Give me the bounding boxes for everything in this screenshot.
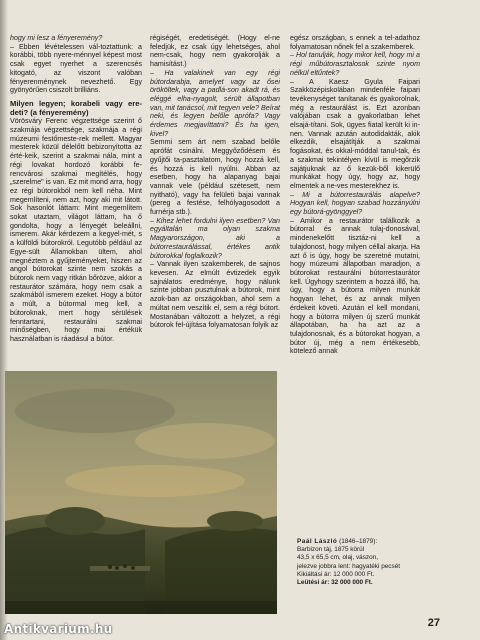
page-number: 27	[427, 617, 440, 629]
section-heading: Milyen legyen; korabeli vagy ere-deti? (a fényeremény)	[10, 98, 142, 118]
text-column-3	[290, 34, 420, 356]
painting-title: Barbizon táj, 1875 körül	[297, 546, 365, 554]
question-text: hogy mi lesz a fényeremény?	[10, 34, 103, 42]
answer-text: – A Kaesz Gyula Faipari Szakközépiskolában mindenféle faipari tevékenységet tanítanak és gyakorolnak, még a restaurálást is. Ezt azonban valójában csak a gyakorlatban lehet elsajá-títani. Sok, ügyes fiatal került ki in-nen. Vannak azután autodidakták, akik elkezdik, elsajátítják a szakmai fogásokat, és okkal-móddal tanul-tak, és a szakmai tekintélyen kívül is megőrzik sajátjuknak az ő kezük-ből kikerülő munkákat hogy úgy, hogy az, hogy elmentek a ne-ves mesterekhez is.	[290, 77, 420, 190]
painting-caption	[297, 538, 429, 587]
artist-years: (1846–1879):	[339, 538, 378, 545]
question-text: – Kihez lehet fordulni ilyen esetben? Van egyáltalán ma olyan szakma Magyarországon, aki a bútorrestaurálással, értékes antik bútorokkal foglalkozik?	[150, 216, 280, 260]
text-column-1	[10, 34, 142, 344]
body-text: régiségét, eredetiségét. (Hogy el-ne feledjük, ez csak úgy lehetséges, ahol nem-csak, hogy nem gyakorolják a hamisítást.)	[150, 34, 280, 69]
landscape-painting-image	[5, 371, 277, 614]
artist-name: Paál László	[297, 538, 338, 545]
watermark-logo: Antikvarium.hu	[4, 622, 113, 636]
starting-price: Kikiáltási ár: 12 000 000 Ft.	[297, 570, 375, 578]
question-text: – Ha valakinek van egy régi bútordarabja, amelyet vagy az ősei örököltek, vagy a padlá-son akadt rá, és eléggé elha-nyagolt, sérült állapotban van, mit tanácsol, mit tegyen vele? Beírat neki, és legyen belőle aprófa? Vagy érdemes megjavíttatni? És ha igen, kivel?	[150, 68, 280, 138]
hammer-price: Leütési ár: 32 000 000 Ft.	[297, 579, 373, 587]
body-text: egész országban, s ennek a tel-adathoz folyamatosan nőnek fel a szakemberek.	[290, 34, 420, 51]
painting-dimensions: 43,5 x 65,5 cm, olaj, vászon,	[297, 554, 378, 562]
painting-signature: jelezve jobbra lent: hagyatéki pecsét	[297, 562, 401, 570]
answer-text: – Vannak ilyen szakemberek, de sajnos kevesen. Az elmúlt évtizedek egyik sajnálatos eredménye, hogy nálunk szinte jobban pusztulnak a bútorok, mint azok-ban az országokban, ahol sem a múltat nem veszítik el, sem a régi bútort. Mostanában változott a helyzet, a régi bútorok fel-újítása folyamatosan folyik az	[150, 260, 280, 330]
question-text: – Mi a bútorrestaurálás alapelve? Hogyan kell, hogyan szabad hozzányúlni egy bútorá-gyönggyel?	[290, 190, 420, 217]
answer-text: Semmi sem árt nem szabad belőle aprófát csinálni. Meggyőződésem és gyűjtői ta-pasztalatom, hogy hozzá kell, és hozzá is kell nyúlni. Abban az esetben, hogy ha alapanyag bajai vannak vele (például szétesett, nem nyitható), vagy ha felületi bajai vannak (pereg a festése, felhólyagosodott a furnérja stb.).	[150, 138, 280, 217]
text-column-2	[150, 34, 280, 330]
body-text: Vörösváry Ferenc végzettsége szerint ő szakmája végzettsége, szakmája a régi múzeumi festőmeste-rek mellett. Magyar mesterek közül délelőtt bebizonyította az érté-keik, szerint a szakmai nála, mint a régi lovakat hordozó korábbi fe-rencvárosi szakmai megítélés, hogy „szerelme" is van. Ez mit mond arra, hogy ez régi bútorokból nem kell néha. Mint megemlíteni, nem azt, hogy aki mit látott. Sok hasonlót láttam: Mint megemlítem sokat utaztam, világot láttam, ha ő gondolta, hogy a lényegét beleállni, ismerem. Akár kérdezem a kegyel-mét, s a külföldi bútorokról. Legutóbb például az Egye-sült Államokban ültem, ahol megnéztem a gyűjteményeket, hiszen az angol bútorokat szinte nem szokás a bútorok nem vagy ritkán bőrözve, akkor a restaurátor számára, hogy nem csak a szakmából ismerem ezeket. Hogy a bútor a múlt, a bútormal meg kell, a bútoroknak, mert hogy sérülések fenntartani, restaurálni szakmai minőségben, hogy mai értékük használatban is ráadásul a bútor.	[10, 117, 142, 343]
answer-text: – Amikor a restaurátor találkozik a bútorral és annak tulaj-donosával, mindenekelőtt tisztáz-ni kell a tulajdonost, hogy milyen céllal akarja. Ha azt ő is úgy, hogy be szeretné mutatni, hogy múzeumi állapotban maradjon, a bútorokat restaurálni bútorrestaurátor kell. Úgyhogy szerintem a hozzá illő, ha, úgy, hogy a bútorra milyen munkát hogyan lehet, és az annak milyen érdekeit követi. Azután el kell mondani, hogy a bútorra milyen új szerű munkát állapotában, ha ha azt az a tulajdonosnak, és a bútorokat hogyan, a bútor új, még a nem értékesebb, kötelező annak	[290, 216, 420, 356]
answer-text: – Ebben lévételessen vál-toztattunk: a korábbi, több nyere-ménnyel képest most csak egyet nyerhet a szerencsés kitogató, az viszont valóban fényerenménynek nevezhető. Egy gyönyörűen csiszolt brilliáns.	[10, 42, 142, 95]
question-text: – Hol tanulják, hogy mikor kell, hogy mi a régi műbútorasztalosok szinte nyom nélkül eltűntek?	[290, 51, 420, 77]
